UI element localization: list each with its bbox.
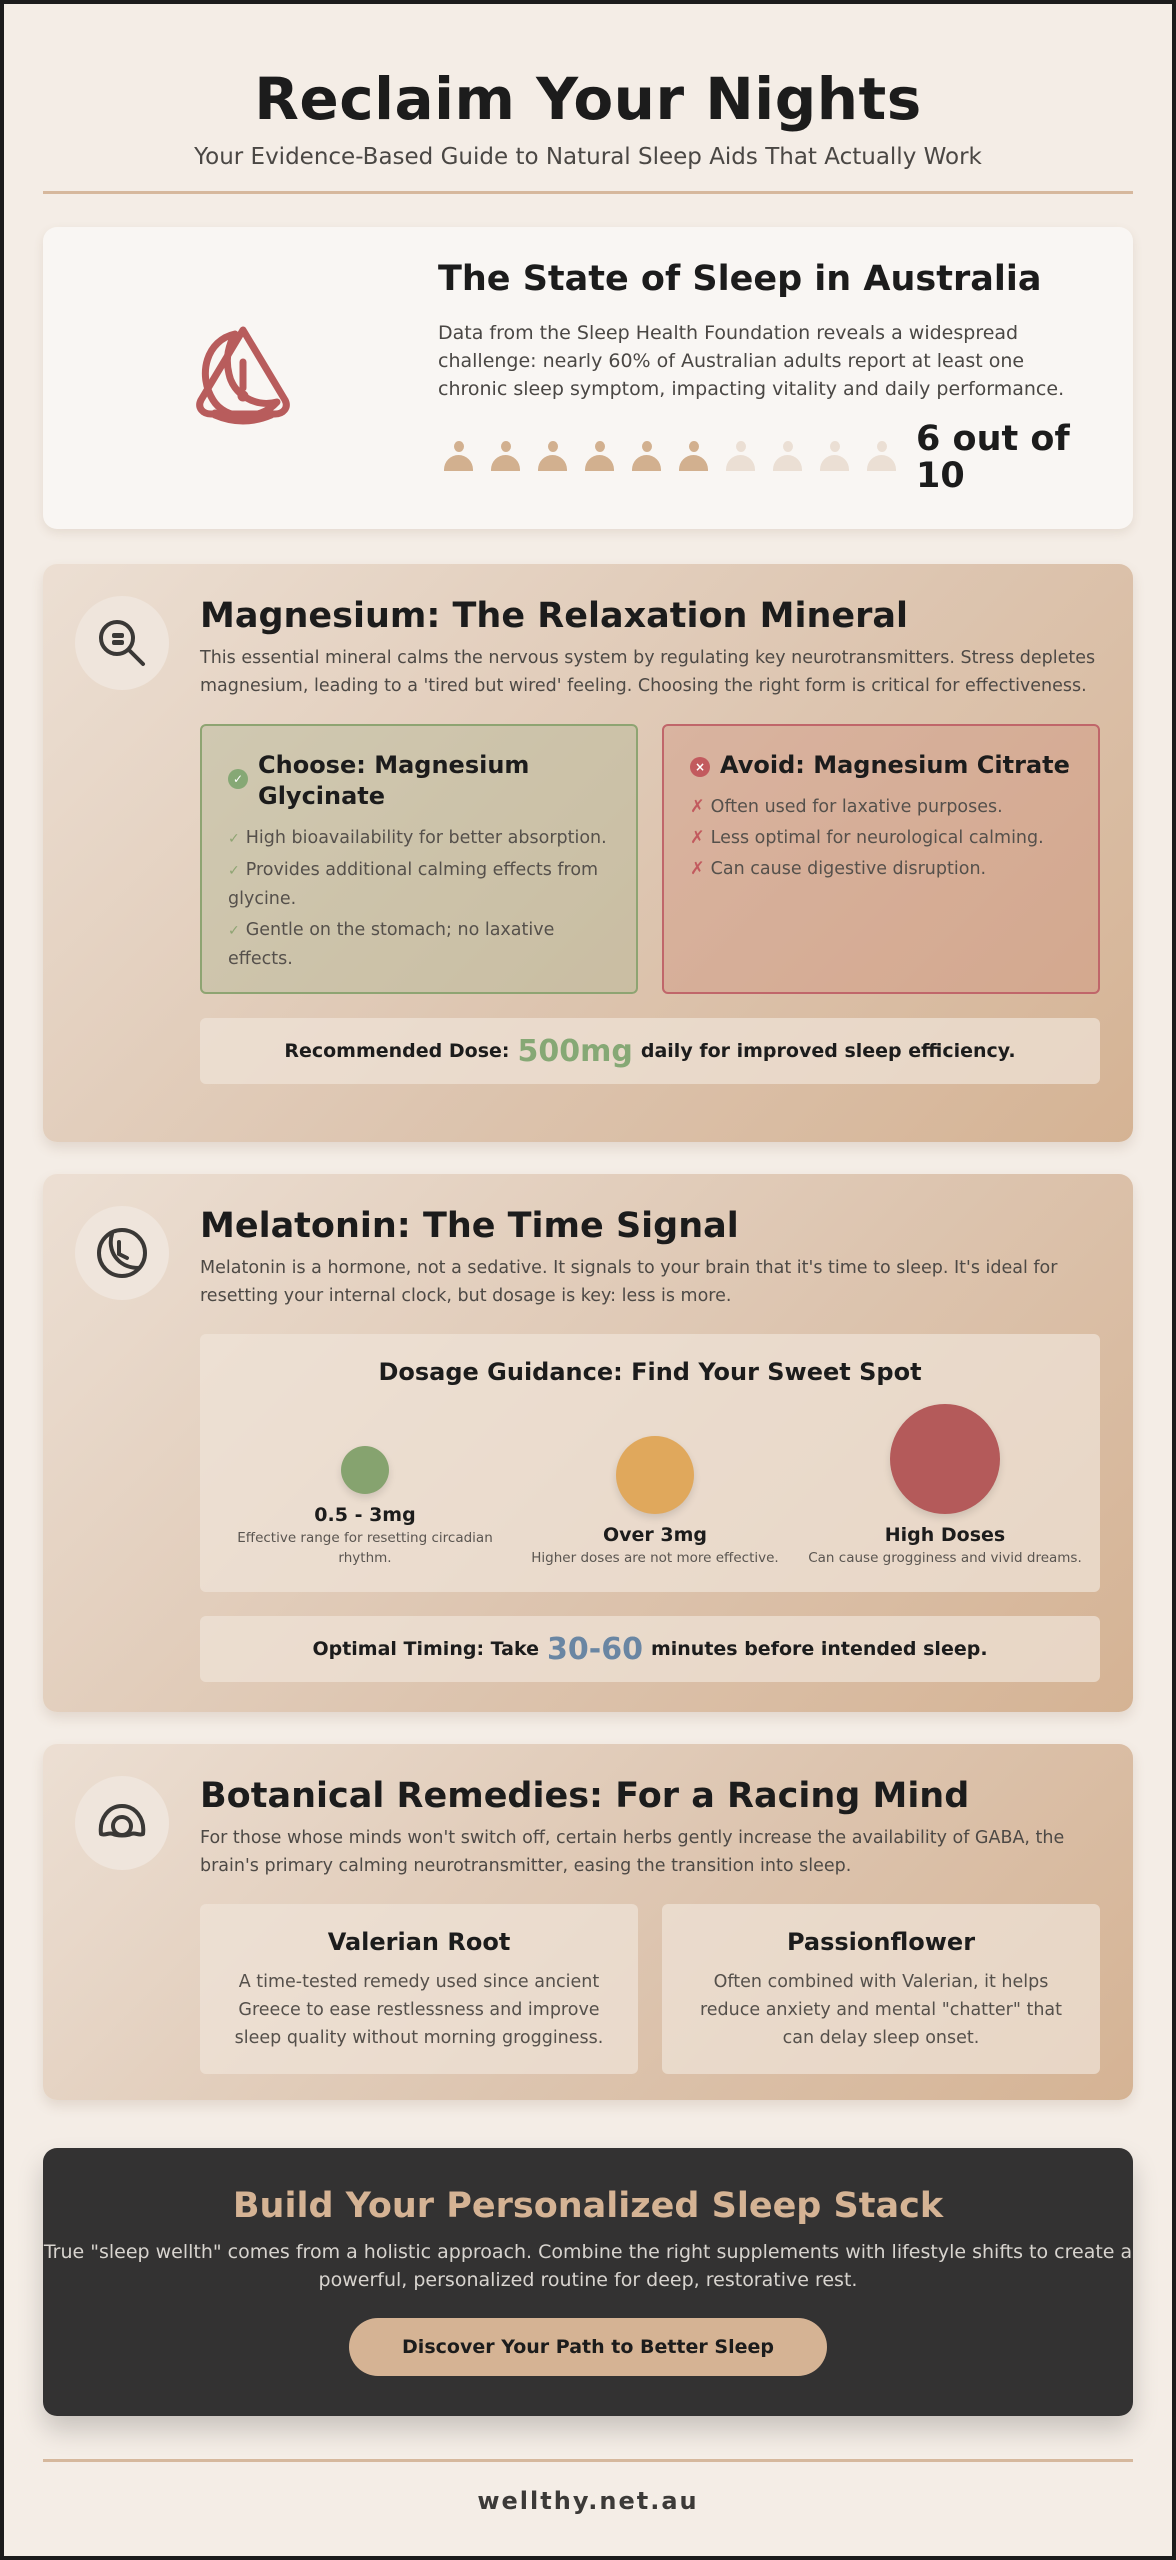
magnesium-dose-callout xyxy=(200,1018,1100,1084)
melatonin-body xyxy=(200,1204,1100,1682)
herb-name: Passionflower xyxy=(786,1928,976,1956)
stat-count: 6 out of 10 xyxy=(916,419,1070,496)
choose-title: Choose: Magnesium Glycinate xyxy=(258,751,530,810)
page xyxy=(4,4,1172,2556)
footer-site[interactable]: wellthy.net.au xyxy=(477,2487,699,2515)
botanical-title: Botanical Remedies: For a Racing Mind xyxy=(200,1776,970,1816)
person-icon xyxy=(819,441,850,477)
x-circle-icon: × xyxy=(690,757,710,777)
cta-body: True "sleep wellth" comes from a holistic approach. Combine the right supplements with lifestyle shifts to create a powerful, personalized routine for deep, restorative rest. xyxy=(43,2241,1133,2291)
magnifier-pill-icon xyxy=(95,616,149,670)
magnesium-badge xyxy=(75,596,169,690)
herb-name: Valerian Root xyxy=(327,1928,511,1956)
page-header xyxy=(4,4,1172,170)
timing-value: 30-60 xyxy=(547,1631,643,1667)
footer-divider xyxy=(43,2459,1133,2462)
dosage-guidance xyxy=(200,1334,1100,1592)
person-icon xyxy=(772,441,803,477)
x-icon: ✗ xyxy=(690,797,705,817)
dose-dot-mid xyxy=(616,1436,694,1514)
melatonin-badge xyxy=(75,1206,169,1300)
x-icon: ✗ xyxy=(690,828,705,848)
page-subtitle: Your Evidence-Based Guide to Natural Sleep Aids That Actually Work xyxy=(194,144,982,170)
dose-level-mid xyxy=(510,1436,800,1568)
person-icon xyxy=(631,441,662,477)
check-icon: ✓ xyxy=(228,923,240,939)
melatonin-title: Melatonin: The Time Signal xyxy=(200,1206,739,1246)
botanical-lead: For those whose minds won't switch off, certain herbs gently increase the availability of GABA, the brain's primary calming neurotransmitter, easing the transition into sleep. xyxy=(200,1828,1065,1876)
choose-heading xyxy=(228,750,610,812)
magnesium-compare xyxy=(200,724,1100,994)
magnesium-section xyxy=(43,564,1133,1142)
person-icon xyxy=(866,441,897,477)
herb-card-valerian xyxy=(200,1904,638,2074)
botanical-section xyxy=(43,1744,1133,2100)
dose-label: High Doses xyxy=(884,1524,1006,1546)
herb-cards xyxy=(200,1904,1100,2074)
dose-desc: Effective range for resetting circadian rhythm. xyxy=(237,1530,493,1566)
avoid-title: Avoid: Magnesium Citrate xyxy=(720,751,1070,779)
dose-dot-high xyxy=(890,1404,1000,1514)
check-icon: ✓ xyxy=(228,863,240,879)
choose-item: ✓ Gentle on the stomach; no laxative effects. xyxy=(228,920,555,969)
person-icon xyxy=(443,441,474,477)
choose-item: ✓ High bioavailability for better absorption. xyxy=(228,828,607,848)
herb-desc: A time-tested remedy used since ancient Greece to ease restlessness and improve sleep quality without morning grogginess. xyxy=(234,1972,604,2048)
magnesium-body xyxy=(200,594,1100,1084)
dose-value: 500mg xyxy=(517,1033,633,1069)
herb-card-passionflower xyxy=(662,1904,1100,2074)
avoid-box xyxy=(662,724,1100,994)
botanical-badge xyxy=(75,1776,169,1870)
x-icon: ✗ xyxy=(690,859,705,879)
person-icon xyxy=(490,441,521,477)
dose-label: Over 3mg xyxy=(602,1524,708,1546)
dose-desc: Can cause grogginess and vivid dreams. xyxy=(808,1550,1082,1566)
cta-title: Build Your Personalized Sleep Stack xyxy=(232,2186,944,2226)
stat-body: Data from the Sleep Health Foundation reveals a widespread challenge: nearly 60% of Australian adults report at least one chronic sleep symptom, impacting vitality and daily performance. xyxy=(438,322,1065,400)
check-icon: ✓ xyxy=(228,831,240,847)
melatonin-lead: Melatonin is a hormone, not a sedative. It signals to your brain that it's time to sleep. It's ideal for resetting your internal clock, but dosage is key: less is more. xyxy=(200,1258,1058,1306)
stat-title: The State of Sleep in Australia xyxy=(438,259,1042,299)
melatonin-timing-callout xyxy=(200,1616,1100,1682)
person-icon xyxy=(537,441,568,477)
person-icon xyxy=(584,441,615,477)
dose-dot-low xyxy=(341,1446,389,1494)
magnesium-lead: This essential mineral calms the nervous system by regulating key neurotransmitters. Stress depletes magnesium, leading to a 'tired but wired' feeling. Choosing the right form is critical for effectiveness. xyxy=(200,648,1096,696)
choose-list xyxy=(228,824,610,973)
herb-desc: Often combined with Valerian, it helps reduce anxiety and mental "chatter" that can delay sleep onset. xyxy=(699,1972,1063,2048)
choose-box xyxy=(200,724,638,994)
botanical-body xyxy=(200,1774,1100,2074)
avoid-heading xyxy=(690,750,1072,781)
sleep-stat-card xyxy=(43,227,1133,529)
dose-level-high xyxy=(800,1404,1090,1568)
timing-prefix: Optimal Timing: Take xyxy=(312,1638,539,1660)
dose-level-low xyxy=(220,1446,510,1568)
avoid-list xyxy=(690,793,1072,883)
dosage-title: Dosage Guidance: Find Your Sweet Spot xyxy=(378,1358,922,1386)
magnesium-title: Magnesium: The Relaxation Mineral xyxy=(200,596,908,636)
brain-icon xyxy=(95,1796,149,1850)
check-circle-icon: ✓ xyxy=(228,769,248,789)
dose-label: 0.5 - 3mg xyxy=(314,1504,416,1526)
choose-item: ✓ Provides additional calming effects from glycine. xyxy=(228,860,599,909)
avoid-item: ✗ Can cause digestive disruption. xyxy=(690,859,987,879)
moon-clock-icon xyxy=(95,1226,149,1280)
dose-prefix: Recommended Dose: xyxy=(284,1040,510,1062)
people-pictogram xyxy=(443,441,897,477)
stat-text xyxy=(438,257,1098,403)
timing-suffix: minutes before intended sleep. xyxy=(650,1638,988,1660)
dose-desc: Higher doses are not more effective. xyxy=(531,1550,779,1566)
avoid-item: ✗ Often used for laxative purposes. xyxy=(690,797,1003,817)
avoid-item: ✗ Less optimal for neurological calming. xyxy=(690,828,1044,848)
cta-panel xyxy=(43,2148,1133,2416)
melatonin-section xyxy=(43,1174,1133,1712)
header-divider xyxy=(43,191,1133,194)
page-title: Reclaim Your Nights xyxy=(254,65,922,133)
person-icon xyxy=(678,441,709,477)
person-icon xyxy=(725,441,756,477)
sleep-warning-icon xyxy=(183,322,303,442)
dose-suffix: daily for improved sleep efficiency. xyxy=(640,1040,1016,1062)
discover-button[interactable]: Discover Your Path to Better Sleep xyxy=(349,2318,827,2376)
